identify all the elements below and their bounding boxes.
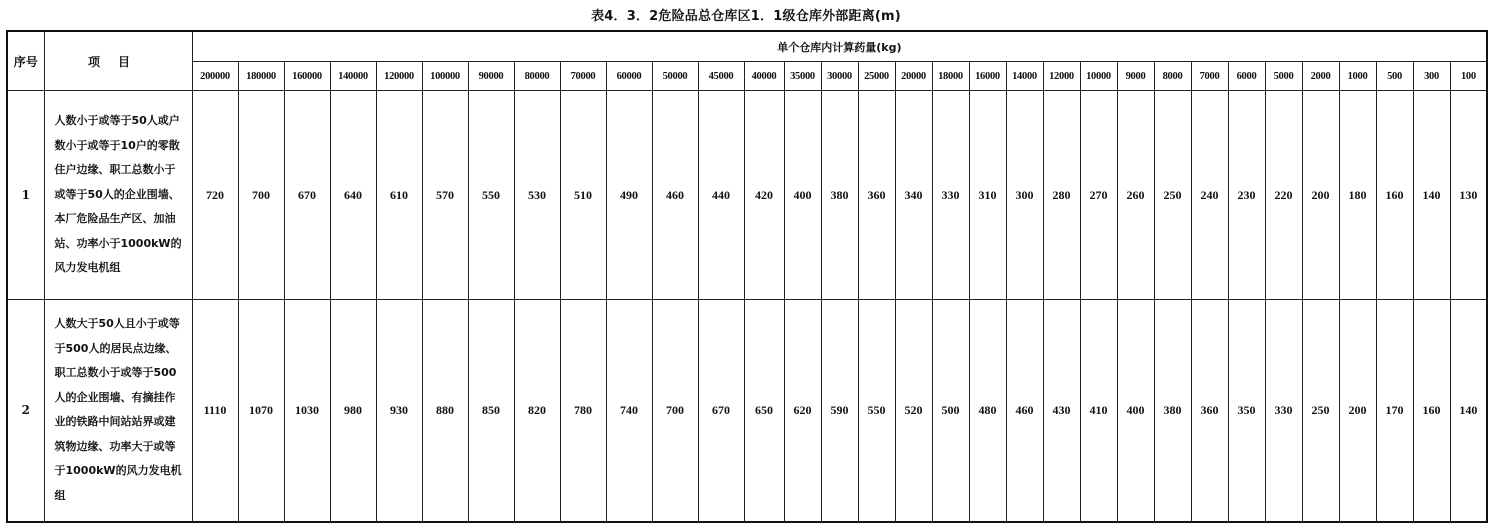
distance-value-cell: 1110 [192,300,238,522]
quantity-header-cell: 25000 [858,62,895,91]
distance-value-cell: 230 [1228,91,1265,300]
distance-value-cell: 400 [1117,300,1154,522]
table-row [7,300,1487,522]
distance-value-cell: 130 [1450,91,1487,300]
distance-value-cell: 380 [821,91,858,300]
distance-value-cell: 160 [1376,91,1413,300]
distance-value-cell: 220 [1265,91,1302,300]
distance-value-cell: 380 [1154,300,1191,522]
distance-value-cell: 360 [858,91,895,300]
quantity-header-cell: 160000 [284,62,330,91]
quantity-header-cell: 180000 [238,62,284,91]
distance-value-cell: 300 [1006,91,1043,300]
distance-value-cell: 670 [698,300,744,522]
item-header: 项目 [44,31,192,91]
quantity-header-cell: 70000 [560,62,606,91]
quantity-group-header: 单个仓库内计算药量(kg) [192,31,1487,62]
distance-value-cell: 340 [895,91,932,300]
distance-value-cell: 430 [1043,300,1080,522]
distance-value-cell: 1030 [284,300,330,522]
distance-value-cell: 460 [1006,300,1043,522]
item-description-cell: 人数大于50人且小于或等于500人的居民点边缘、职工总数小于或等于500人的企业围墙、有摘挂作业的铁路中间站站界或建筑物边缘、功率大于或等于1000kW的风力发电机组 [44,300,192,522]
distance-value-cell: 700 [652,300,698,522]
distance-value-cell: 330 [932,91,969,300]
distance-value-cell: 360 [1191,300,1228,522]
quantity-header-cell: 50000 [652,62,698,91]
quantity-header-cell: 8000 [1154,62,1191,91]
distance-value-cell: 480 [969,300,1006,522]
distance-value-cell: 550 [858,300,895,522]
quantity-header-cell: 35000 [784,62,821,91]
distance-value-cell: 170 [1376,300,1413,522]
quantity-header-cell: 45000 [698,62,744,91]
distance-value-cell: 140 [1413,91,1450,300]
distance-value-cell: 780 [560,300,606,522]
distance-value-cell: 510 [560,91,606,300]
distance-value-cell: 880 [422,300,468,522]
distance-value-cell: 420 [744,91,784,300]
distance-value-cell: 570 [422,91,468,300]
distance-value-cell: 460 [652,91,698,300]
distance-value-cell: 930 [376,300,422,522]
quantity-header-cell: 300 [1413,62,1450,91]
quantity-header-cell: 5000 [1265,62,1302,91]
quantity-header-cell: 80000 [514,62,560,91]
quantity-header-row [7,62,1487,91]
distance-value-cell: 260 [1117,91,1154,300]
distance-value-cell: 160 [1413,300,1450,522]
distance-value-cell: 640 [330,91,376,300]
no-header: 序号 [7,31,44,91]
quantity-header-cell: 6000 [1228,62,1265,91]
quantity-header-cell: 7000 [1191,62,1228,91]
distance-value-cell: 250 [1302,300,1339,522]
row-number-cell: 1 [7,91,44,300]
distance-value-cell: 740 [606,300,652,522]
distance-value-cell: 1070 [238,300,284,522]
distance-value-cell: 620 [784,300,821,522]
distance-value-cell: 590 [821,300,858,522]
distance-value-cell: 550 [468,91,514,300]
quantity-header-cell: 100 [1450,62,1487,91]
header-row-group [7,31,1487,62]
distance-value-cell: 490 [606,91,652,300]
distance-value-cell: 240 [1191,91,1228,300]
quantity-header-cell: 100000 [422,62,468,91]
quantity-header-cell: 200000 [192,62,238,91]
quantity-header-cell: 14000 [1006,62,1043,91]
distance-value-cell: 330 [1265,300,1302,522]
quantity-header-cell: 500 [1376,62,1413,91]
item-description-cell: 人数小于或等于50人或户数小于或等于10户的零散住户边缘、职工总数小于或等于50人的企业围墙、本厂危险品生产区、加油站、功率小于1000kW的风力发电机组 [44,91,192,300]
distance-value-cell: 270 [1080,91,1117,300]
quantity-header-cell: 12000 [1043,62,1080,91]
distance-table [6,30,1488,523]
quantity-header-cell: 30000 [821,62,858,91]
distance-value-cell: 650 [744,300,784,522]
quantity-header-cell: 9000 [1117,62,1154,91]
table-row [7,91,1487,300]
distance-value-cell: 850 [468,300,514,522]
distance-value-cell: 310 [969,91,1006,300]
quantity-header-cell: 2000 [1302,62,1339,91]
quantity-header-cell: 20000 [895,62,932,91]
quantity-header-cell: 16000 [969,62,1006,91]
quantity-header-cell: 18000 [932,62,969,91]
distance-value-cell: 530 [514,91,560,300]
quantity-header-cell: 1000 [1339,62,1376,91]
distance-value-cell: 520 [895,300,932,522]
distance-value-cell: 670 [284,91,330,300]
table-title: 表4．3．2危险品总仓库区1．1级仓库外部距离(m) [591,9,901,24]
quantity-header-cell: 120000 [376,62,422,91]
distance-value-cell: 350 [1228,300,1265,522]
row-number-cell: 2 [7,300,44,522]
distance-value-cell: 410 [1080,300,1117,522]
distance-value-cell: 820 [514,300,560,522]
distance-value-cell: 720 [192,91,238,300]
distance-value-cell: 400 [784,91,821,300]
distance-value-cell: 700 [238,91,284,300]
quantity-header-cell: 10000 [1080,62,1117,91]
distance-value-cell: 180 [1339,91,1376,300]
quantity-header-cell: 60000 [606,62,652,91]
distance-value-cell: 140 [1450,300,1487,522]
distance-value-cell: 610 [376,91,422,300]
quantity-header-cell: 40000 [744,62,784,91]
distance-value-cell: 280 [1043,91,1080,300]
distance-value-cell: 980 [330,300,376,522]
distance-value-cell: 200 [1302,91,1339,300]
distance-value-cell: 250 [1154,91,1191,300]
quantity-header-cell: 140000 [330,62,376,91]
distance-value-cell: 440 [698,91,744,300]
distance-value-cell: 500 [932,300,969,522]
distance-value-cell: 200 [1339,300,1376,522]
quantity-header-cell: 90000 [468,62,514,91]
